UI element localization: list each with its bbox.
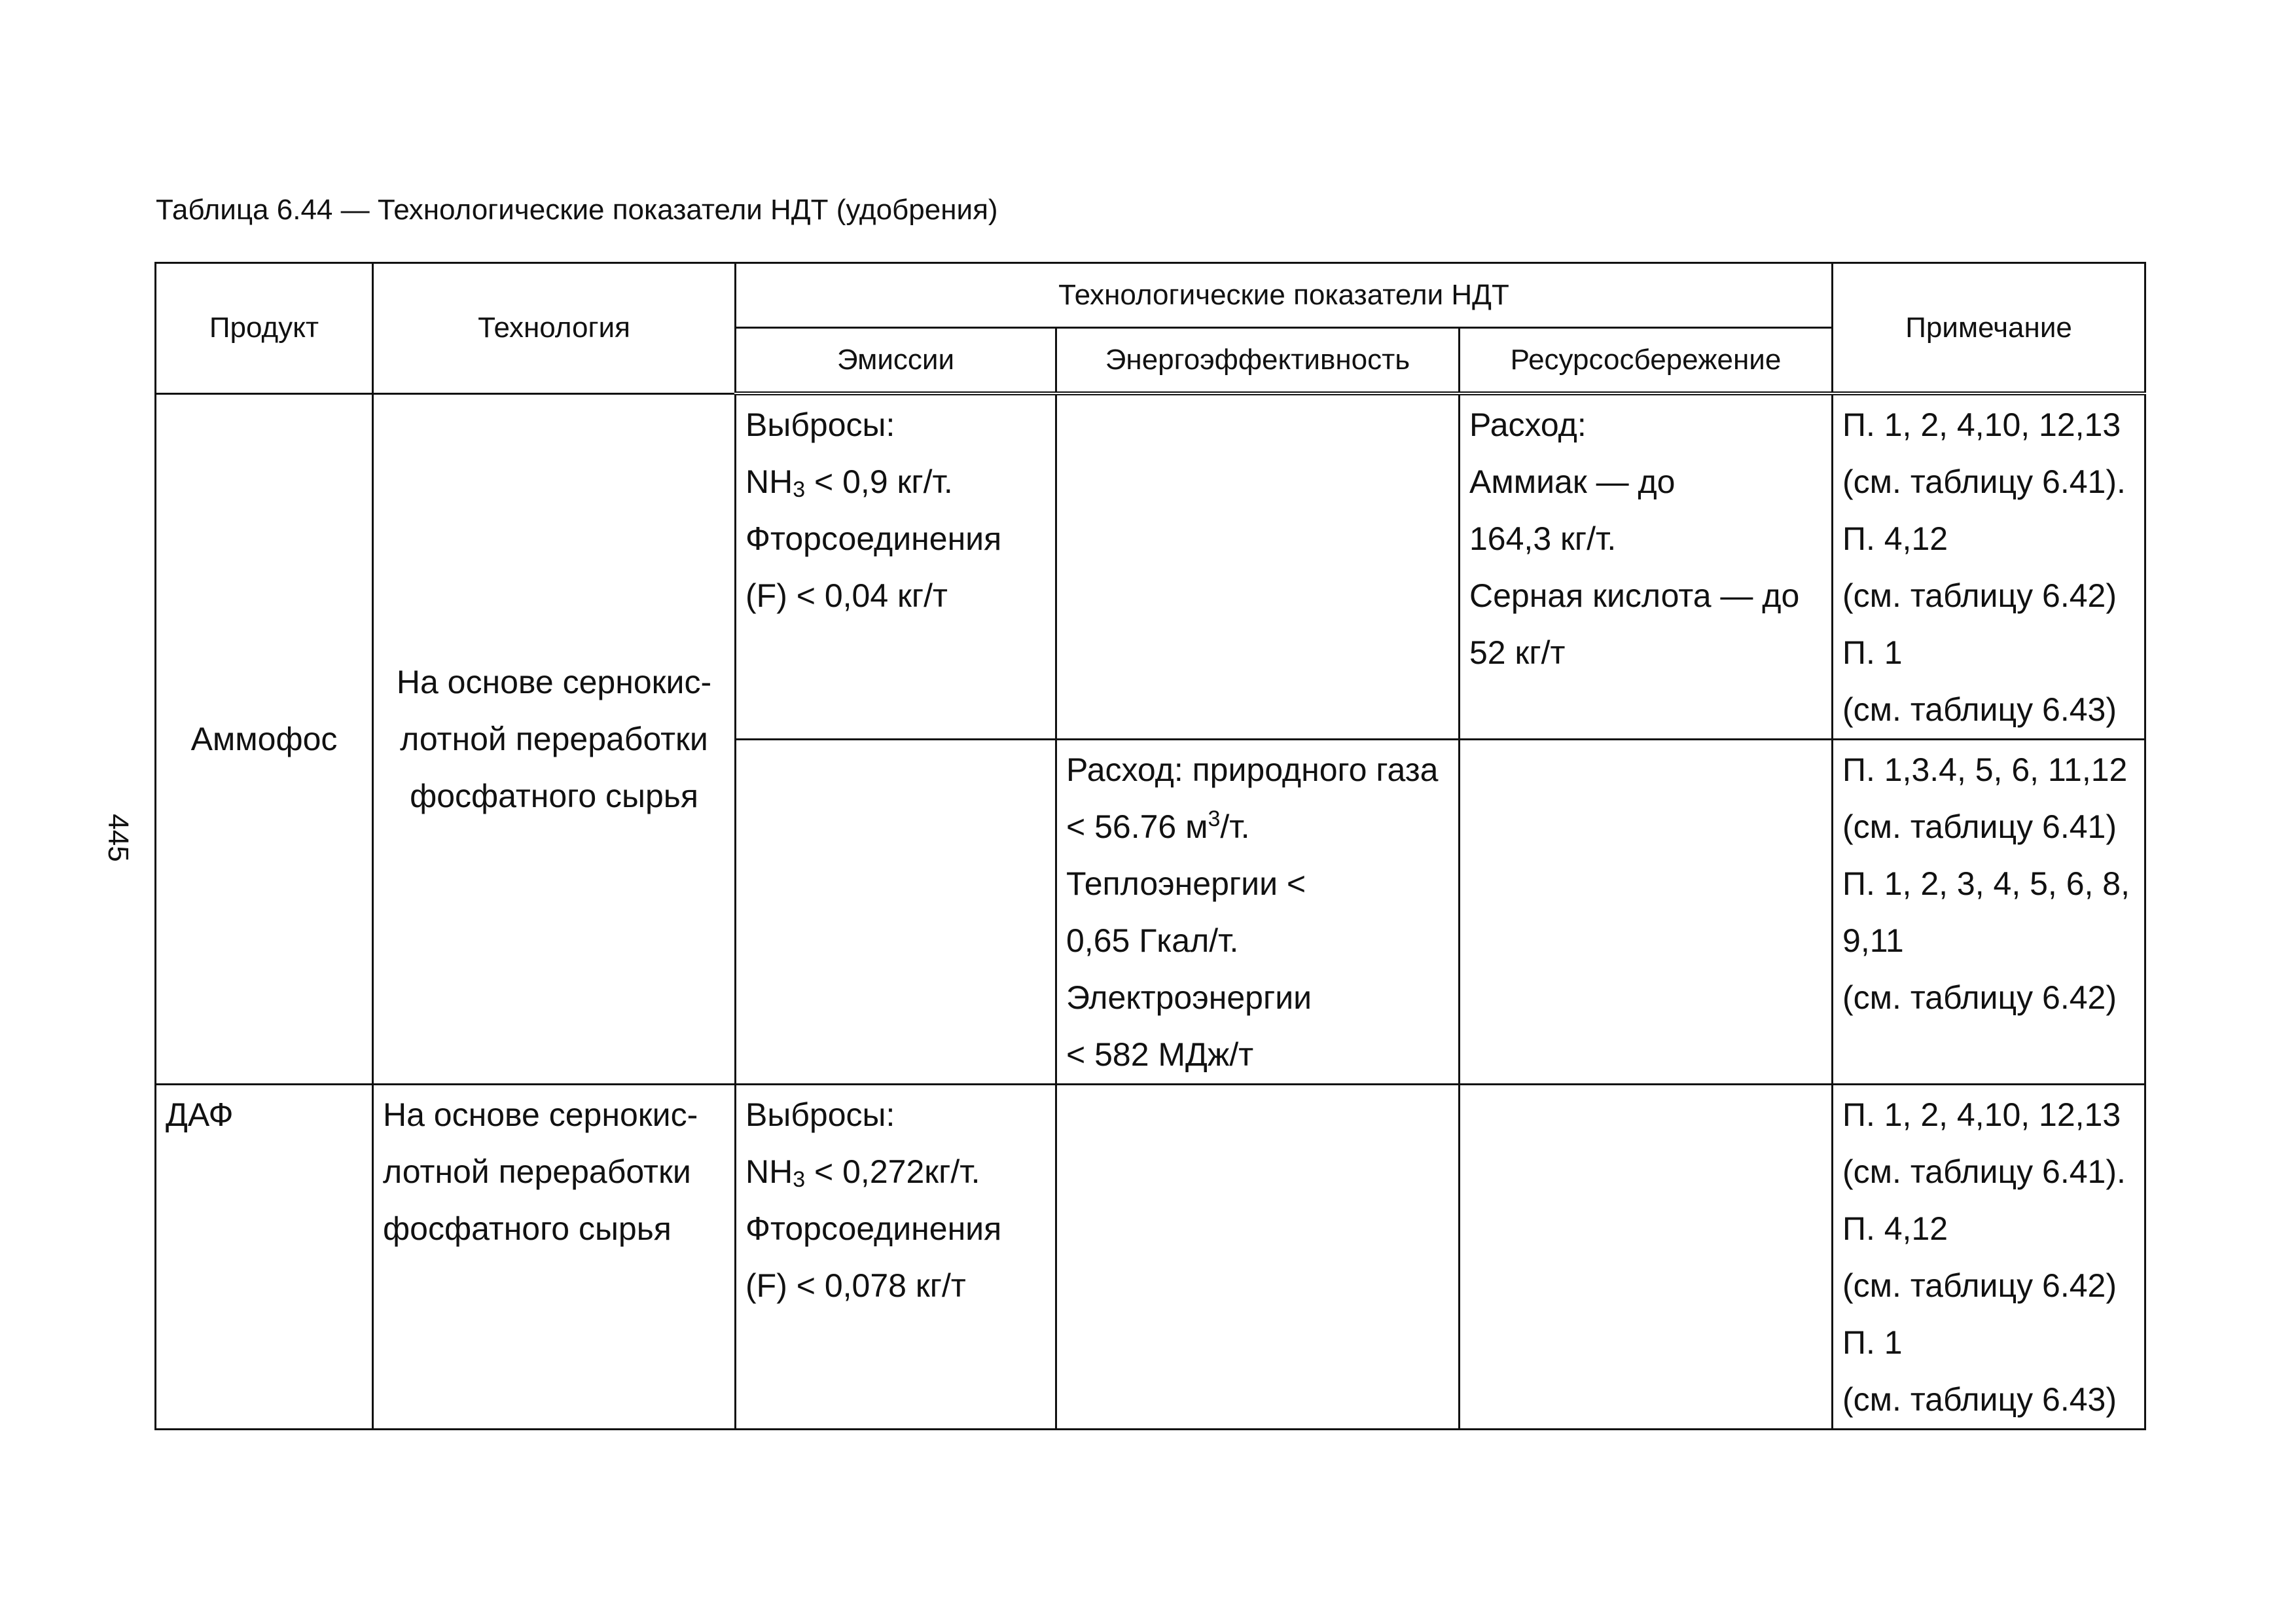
cell-product: ДАФ — [156, 1085, 373, 1430]
text-line: лотной переработки — [383, 1153, 691, 1190]
formula-line: < 56.76 $м^3/т$. — [1066, 806, 1250, 845]
header-resources: Ресурсосбережение — [1460, 328, 1833, 394]
header-technology: Технология — [373, 263, 736, 394]
text-line: (см. таблицу 6.41). — [1842, 463, 2126, 500]
text-line: (см. таблицу 6.42) — [1842, 577, 2117, 614]
cell-technology — [373, 393, 736, 1085]
text-line: Электроэнергии — [1066, 979, 1312, 1016]
text-line: фосфатного сырья — [383, 1210, 672, 1247]
text-line: 0,65 Гкал/т. — [1066, 922, 1239, 959]
page-number: 445 — [102, 814, 134, 862]
text-line: 164,3 кг/т. — [1469, 520, 1617, 557]
cell-energy — [1056, 393, 1460, 740]
text-line: Выбросы: — [745, 406, 895, 443]
header-indicators: Технологические показатели НДТ — [736, 263, 1833, 328]
text-line: (см. таблицу 6.43) — [1842, 1381, 2117, 1418]
cell-emissions — [736, 393, 1056, 740]
text-line: Фторсоединения — [745, 1210, 1002, 1247]
header-note: Примечание — [1833, 263, 2145, 394]
text-line: 9,11 — [1842, 922, 1904, 959]
cell-energy — [1056, 740, 1460, 1085]
text-line: (F) < 0,04 кг/т — [745, 577, 948, 614]
cell-product: Аммофос — [156, 393, 373, 1085]
text-line: (см. таблицу 6.42) — [1842, 1267, 2117, 1304]
cell-resources — [1460, 740, 1833, 1085]
table-caption: Таблица 6.44 — Технологические показатели НДТ (удобрения) — [156, 194, 998, 226]
text-line: На основе сернокис- — [396, 664, 712, 701]
text-line: (F) < 0,078 кг/т — [745, 1267, 966, 1304]
text-line: лотной переработки — [400, 721, 708, 758]
cell-resources — [1460, 1085, 1833, 1430]
text-line: (см. таблицу 6.42) — [1842, 979, 2117, 1016]
text-line: (см. таблицу 6.41). — [1842, 1153, 2126, 1190]
text-line: П. 1, 2, 3, 4, 5, 6, 8, — [1842, 865, 2130, 902]
formula-line: $NH_3 < 0,272кг/т$. — [745, 1153, 980, 1192]
text-line: (см. таблицу 6.43) — [1842, 691, 2117, 728]
cell-note — [1833, 393, 2145, 740]
cell-note — [1833, 1085, 2145, 1430]
text-line: П. 4,12 — [1842, 520, 1948, 557]
text-line: фосфатного сырья — [410, 778, 698, 815]
text-line: П. 1,3.4, 5, 6, 11,12 — [1842, 751, 2128, 788]
cell-note — [1833, 740, 2145, 1085]
text-line: < 582 МДж/т — [1066, 1036, 1254, 1073]
cell-technology — [373, 1085, 736, 1430]
text-line: П. 4,12 — [1842, 1210, 1948, 1247]
text-line: Фторсоединения — [745, 520, 1002, 557]
text-line: (см. таблицу 6.41) — [1842, 808, 2117, 845]
formula-line: $NH_3 < 0,9$ кг/т. — [745, 463, 953, 502]
cell-energy — [1056, 1085, 1460, 1430]
text-line: П. 1 — [1842, 634, 1903, 671]
bat-indicators-table — [154, 262, 2146, 1430]
text-line: Расход: — [1469, 406, 1587, 443]
cell-emissions — [736, 1085, 1056, 1430]
header-energy: Энергоэффективность — [1056, 328, 1460, 394]
text-line: Теплоэнергии < — [1066, 865, 1306, 902]
text-line: На основе сернокис- — [383, 1096, 698, 1133]
text-line: П. 1 — [1842, 1324, 1903, 1361]
text-line: Выбросы: — [745, 1096, 895, 1133]
header-emissions: Эмиссии — [736, 328, 1056, 394]
text-line: П. 1, 2, 4,10, 12,13 — [1842, 1096, 2121, 1133]
cell-resources — [1460, 393, 1833, 740]
text-line: 52 кг/т — [1469, 634, 1566, 671]
text-line: Аммиак — до — [1469, 463, 1676, 500]
text-line: П. 1, 2, 4,10, 12,13 — [1842, 406, 2121, 443]
header-product: Продукт — [156, 263, 373, 394]
cell-emissions — [736, 740, 1056, 1085]
text-line: Серная кислота — до — [1469, 577, 1800, 614]
text-line: Расход: природного газа — [1066, 751, 1439, 788]
